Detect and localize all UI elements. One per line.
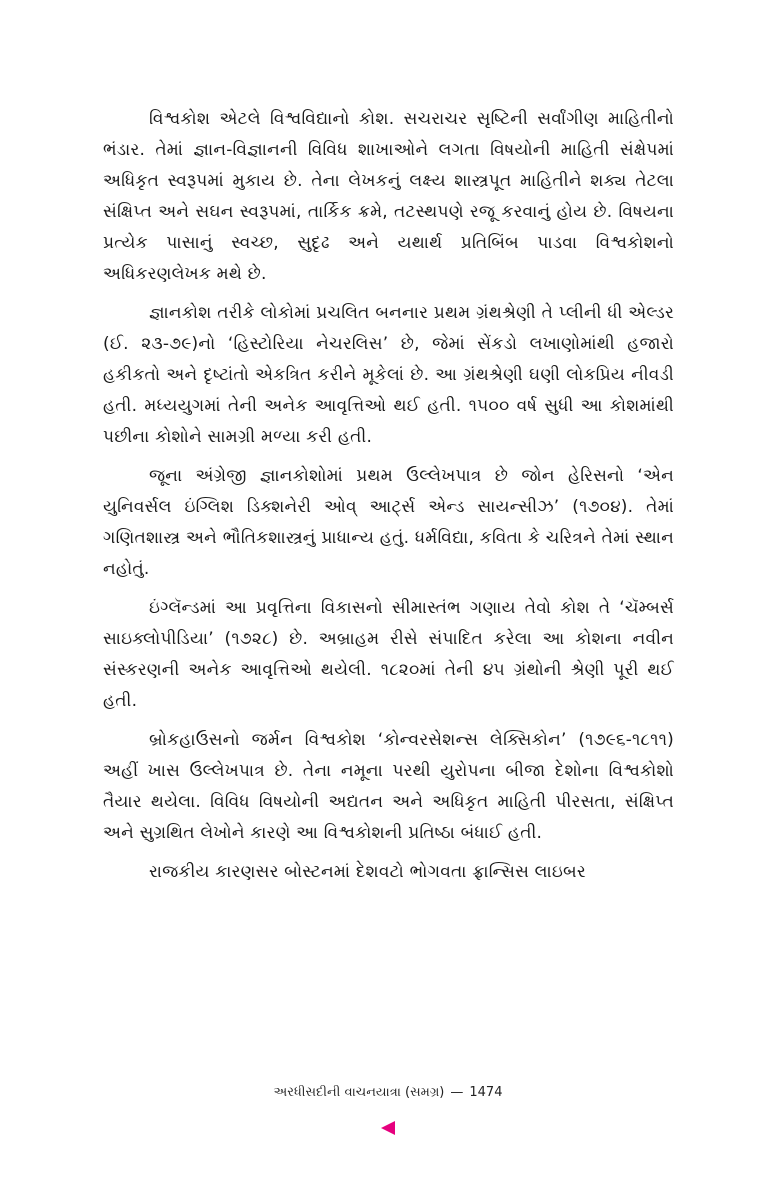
paragraph: ઇંગ્લૅન્ડમાં આ પ્રવૃત્તિના વિકાસનો સીમાસ્તંભ ગણાય તેવો કોશ તે ‘ચૅમ્બર્સ સાઇક્લોપીડિયા’ (૧૭૨૮) છે. અબ્રાહમ રીસે સંપાદિત કરેલા આ કોશના નવીન સંસ્કરણની અનેક આવૃત્તિઓ થયેલી. ૧૮૨૦માં તેની ૪૫ ગ્રંથોની શ્રેણી પૂરી થઈ હતી. [103, 598, 674, 711]
paragraph: બ્રોકહાઉસનો જર્મન વિશ્વકોશ ‘કોન્વરસેશન્સ લેક્સિકોન’ (૧૭૯૬-૧૮૧૧) અહીં ખાસ ઉલ્લેખપાત્ર છે. તેના નમૂના પરથી યુરોપના બીજા દેશોના વિશ્વકોશો તૈયાર થયેલા. વિવિધ વિષયોની અદ્યતન અને અધિકૃત માહિતી પીરસતા, સંક્ષિપ્ત અને સુગ્રથિત લેખોને કારણે આ વિશ્વકોશની પ્રતિષ્ઠા બંધાઈ હતી. [103, 730, 674, 843]
page-footer [0, 1085, 776, 1100]
footer-book-title: અરધીસદીની વાચનયાત્રા (સમગ્ર) [273, 1085, 445, 1100]
previous-page-icon[interactable] [381, 1121, 395, 1135]
paragraph: જ્ઞાનકોશ તરીકે લોકોમાં પ્રચલિત બનનાર પ્રથમ ગ્રંથશ્રેણી તે પ્લીની ધી એલ્ડર (ઈ. ૨૩-૭૯)નો ‘હિસ્ટોરિયા નેચરલિસ’ છે, જેમાં સેંકડો લખાણોમાંથી હજારો હકીકતો અને દૃષ્ટાંતો એકત્રિત કરીને મૂકેલાં છે. આ ગ્રંથશ્રેણી ઘણી લોકપ્રિય નીવડી હતી. મધ્યયુગમાં તેની અનેક આવૃત્તિઓ થઈ હતી. ૧૫૦૦ વર્ષ સુધી આ કોશમાંથી પછીના કોશોને સામગ્રી મળ્યા કરી હતી. [103, 303, 674, 447]
paragraph: વિશ્વકોશ એટલે વિશ્વવિદ્યાનો કોશ. સચરાચર સૃષ્ટિની સર્વાંગીણ માહિતીનો ભંડાર. તેમાં જ્ઞાન-વિજ્ઞાનની વિવિધ શાખાઓને લગતા વિષયોની માહિતી સંક્ષેપમાં અધિકૃત સ્વરૂપમાં મુકાય છે. તેના લેખકનું લક્ષ્ય શાસ્ત્રપૂત માહિતીને શક્ય તેટલા સંક્ષિપ્ત અને સઘન સ્વરૂપમાં, તાર્કિક ક્રમે, તટસ્થપણે રજૂ કરવાનું હોય છે. વિષયના પ્રત્યેક પાસાનું સ્વચ્છ, સુદૃઢ અને યથાર્થ પ્રતિબિંબ પાડવા વિશ્વકોશનો અધિકરણલેખક મથે છે. [103, 109, 674, 284]
paragraph: રાજકીય કારણસર બોસ્ટનમાં દેશવટો ભોગવતા ફ્રાન્સિસ લાઇબર [149, 862, 586, 882]
footer-separator: — [450, 1085, 464, 1100]
paragraph: જૂના અંગ્રેજી જ્ઞાનકોશોમાં પ્રથમ ઉલ્લેખપાત્ર છે જોન હેરિસનો ‘એન યુનિવર્સલ ઇંગ્લિશ ડિક્શનેરી ઓવ્ આર્ટ્સ એન્ડ સાયન્સીઝ’ (૧૭૦૪). તેમાં ગણિતશાસ્ત્ર અને ભૌતિકશાસ્ત્રનું પ્રાધાન્ય હતું. ધર્મવિદ્યા, કવિતા કે ચરિત્રને તેમાં સ્થાન નહોતું. [103, 466, 674, 579]
page-body [103, 104, 674, 896]
footer-page-number: 1474 [469, 1085, 503, 1100]
